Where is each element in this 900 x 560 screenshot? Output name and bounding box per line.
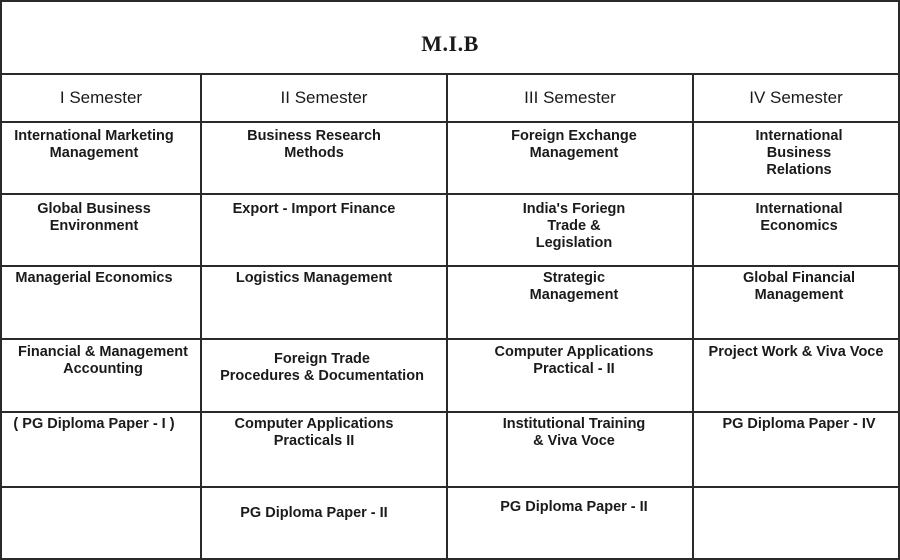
subject-cell: Strategic Management xyxy=(529,270,619,303)
subject-cell: PG Diploma Paper - II xyxy=(500,499,648,515)
page-title: M.I.B xyxy=(421,31,479,56)
subject-cell: Computer Applications Practical - II xyxy=(494,344,654,377)
subject-cell: India's Foriegn Trade & Legislation xyxy=(522,201,626,251)
subject-cell: Foreign Exchange Management xyxy=(511,128,637,161)
subject-cell: PG Diploma Paper - II xyxy=(240,505,388,521)
subject-cell: Logistics Management xyxy=(235,270,393,286)
subject-cell: Managerial Economics xyxy=(15,270,173,286)
row-divider xyxy=(0,265,900,267)
subject-cell: Business Research Methods xyxy=(247,128,381,161)
subject-cell: Project Work & Viva Voce xyxy=(708,344,884,360)
semester-header: III Semester xyxy=(524,88,616,107)
semester-header: IV Semester xyxy=(749,88,843,107)
subject-cell: PG Diploma Paper - IV xyxy=(722,416,876,432)
subject-cell: Foreign Trade Procedures & Documentation xyxy=(220,351,424,384)
subject-cell: International Economics xyxy=(755,201,843,234)
semester-header: II Semester xyxy=(280,88,368,107)
row-divider xyxy=(0,486,900,488)
semester-header: I Semester xyxy=(59,88,143,107)
subject-cell: Global Business Environment xyxy=(37,201,151,234)
subject-cell: ( PG Diploma Paper - I ) xyxy=(13,416,175,432)
subject-cell: Financial & Management Accounting xyxy=(17,344,188,377)
subject-cell: International Marketing Management xyxy=(14,128,174,161)
subject-cell: International Business Relations xyxy=(755,128,843,178)
row-divider xyxy=(0,338,900,340)
subject-cell: Institutional Training & Viva Voce xyxy=(502,416,646,449)
subject-cell: Global Financial Management xyxy=(743,270,855,303)
subject-cell: Export - Import Finance xyxy=(232,201,396,217)
row-divider xyxy=(0,411,900,413)
subject-cell: Computer Applications Practicals II xyxy=(234,416,394,449)
row-divider xyxy=(0,193,900,195)
